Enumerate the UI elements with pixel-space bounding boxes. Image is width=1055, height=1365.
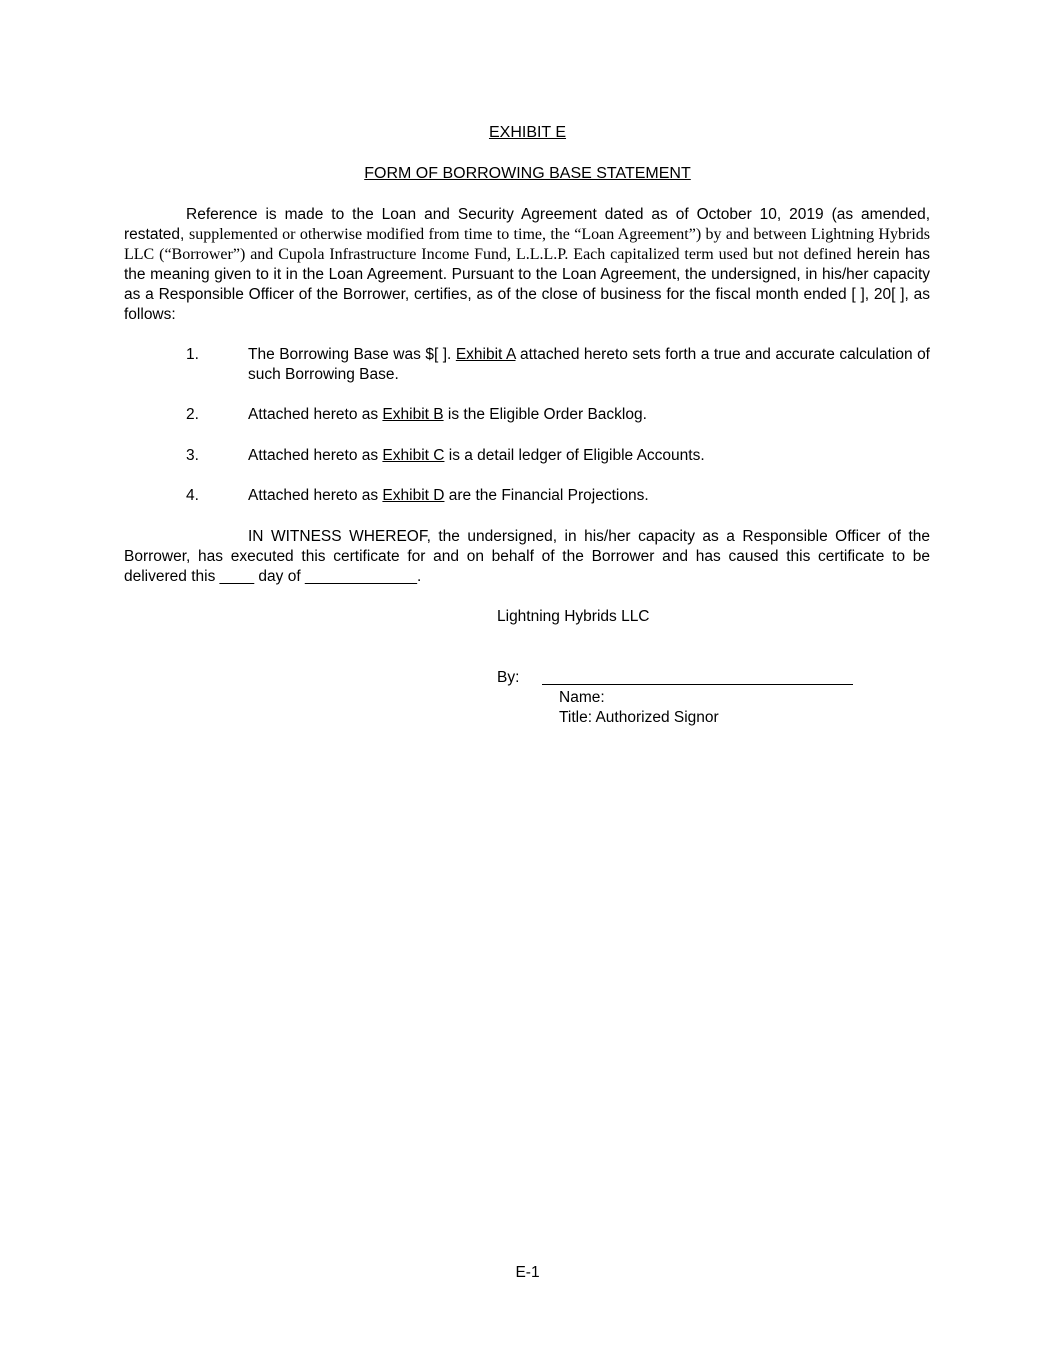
item-text xyxy=(248,446,930,466)
company-name: Lightning Hybrids LLC xyxy=(497,608,650,625)
exhibit-a-reference: Exhibit A xyxy=(455,346,516,363)
page-number: E-1 xyxy=(515,1264,540,1281)
form-title: FORM OF BORROWING BASE STATEMENT xyxy=(364,165,691,182)
item-text-post: is a detail ledger of Eligible Accounts. xyxy=(444,447,705,464)
exhibit-c-reference: Exhibit C xyxy=(382,447,445,464)
item-number: 1. xyxy=(186,346,199,363)
list-item xyxy=(186,345,930,385)
item-text xyxy=(248,345,930,385)
list-item xyxy=(186,405,930,425)
item-text-pre: Attached hereto as xyxy=(248,447,383,464)
witness-text: IN WITNESS WHEREOF, the undersigned, in his/her capacity as a Responsible Officer of the Borrower, has executed this certificate for and on behalf of the Borrower and has caused this certificate to be delivered this ____ day of _____________. xyxy=(124,528,930,585)
item-text xyxy=(248,405,930,425)
item-text-post: are the Financial Projections. xyxy=(444,487,649,504)
item-text-pre: Attached hereto as xyxy=(248,487,383,504)
list-item xyxy=(186,446,930,466)
item-number: 4. xyxy=(186,487,199,504)
item-text-pre: Attached hereto as xyxy=(248,406,383,423)
list-item xyxy=(186,486,930,506)
intro-part1: Reference is made to the Loan and Security Agreement dated as of October 10, 2019 (as amended, restated, xyxy=(124,206,930,243)
intro-paragraph xyxy=(124,205,930,325)
item-text xyxy=(248,486,930,506)
item-number: 2. xyxy=(186,406,199,423)
item-text-post: attached hereto sets forth a true and accurate calculation of such Borrowing Base. xyxy=(248,346,930,383)
signature-line xyxy=(542,684,853,685)
exhibit-d-reference: Exhibit D xyxy=(382,487,445,504)
item-text-post: is the Eligible Order Backlog. xyxy=(443,406,647,423)
exhibit-title: EXHIBIT E xyxy=(488,124,567,141)
witness-paragraph xyxy=(124,527,930,587)
exhibit-b-reference: Exhibit B xyxy=(382,406,444,423)
intro-part2: supplemented or otherwise modified from time to time, the “Loan Agreement”) by and between Lightning Hybrids LLC (“Borrower”) and Cupola Infrastructure Income Fund, L.L.L.P. Each capitalized term used but not defined xyxy=(124,226,930,263)
intro-part3: herein has the meaning given to it in the Loan Agreement. Pursuant to the Loan Agreement, the undersigned, in his/her capacity as a Responsible Officer of the Borrower, certifies, as of the close of business for the fiscal month ended [ ], 20[ ], as follows: xyxy=(124,246,931,323)
item-text-pre: The Borrowing Base was $[ ]. xyxy=(248,346,456,363)
by-label: By: xyxy=(497,669,520,686)
name-label: Name: xyxy=(559,689,605,706)
item-number: 3. xyxy=(186,447,199,464)
title-label: Title: Authorized Signor xyxy=(559,709,719,726)
